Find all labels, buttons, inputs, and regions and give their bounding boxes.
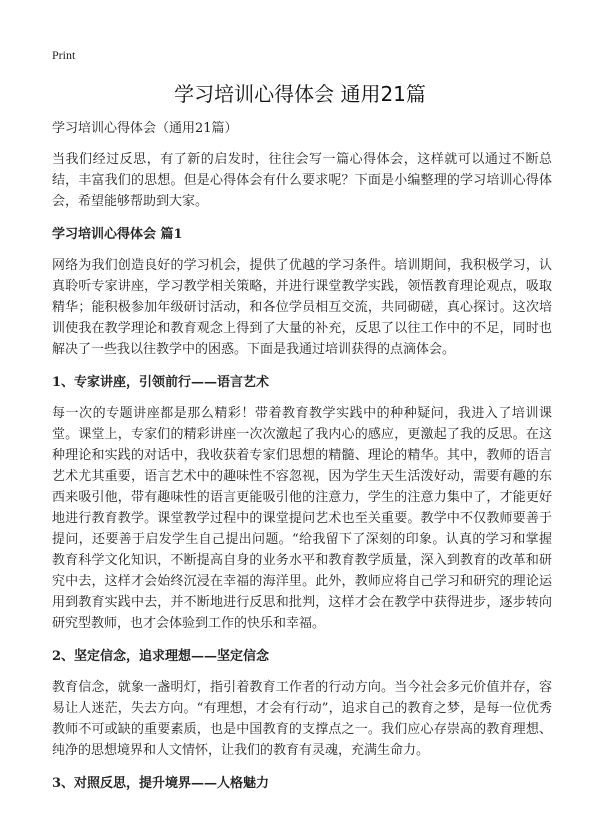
print-link[interactable]: Print xyxy=(52,48,76,62)
intro-paragraph: 当我们经过反思，有了新的启发时，往往会写一篇心得体会，这样就可以通过不断总结，丰富我们的思想。但是心得体会有什么要求呢？下面是小编整理的学习培训心得体会，希望能够帮助到大家。 xyxy=(52,152,552,209)
article-heading: 学习培训心得体会 篇1 xyxy=(52,227,183,242)
document-title: 学习培训心得体会 通用21篇 xyxy=(174,82,426,106)
section-heading-2: 2、坚定信念，追求理想——坚定信念 xyxy=(52,649,270,664)
section-body-2: 教育信念，就象一盏明灯，指引着教育工作者的行动方向。当今社会多元价值并存，容易让人迷茫，失去方向。“有理想，才会有行动”，追求自己的教育之梦，是每一位优秀教师不可或缺的重要素质，也是中国教育的支撑点之一。我们应心存崇高的教育理想、纯净的思想境界和人文情怀，让我们的教育有灵魂，充满生命力。 xyxy=(52,680,552,758)
article-intro-paragraph: 网络为我们创造良好的学习机会，提供了优越的学习条件。培训期间，我积极学习，认真聆听专家讲座，学习教学相关策略，并进行课堂教学实践，领悟教育理论观点，吸取精华；能积极参加年级研讨活动，和各位学员相互交流，共同砌磋，真心探讨。这次培训使我在教学理论和教育观念上得到了大量的补充，反思了以往工作中的不足，同时也解决了一些我以往教学中的困惑。下面是我通过培训获得的点滴体会。 xyxy=(52,258,552,357)
section-heading-1: 1、专家讲座，引领前行——语言艺术 xyxy=(52,375,270,390)
section-heading-3: 3、对照反思，提升境界——人格魅力 xyxy=(52,776,270,791)
document-content xyxy=(52,118,552,804)
document-subtitle: 学习培训心得体会（通用21篇） xyxy=(52,121,238,136)
section-body-1: 每一次的专题讲座都是那么精彩！带着教育教学实践中的种种疑问，我进入了培训课堂。课堂上，专家们的精彩讲座一次次激起了我内心的感应，更激起了我的反思。在这种理论和实践的对话中，我收获着专家们思想的精髓、理论的精华。其中，教师的语言艺术尤其重要，语言艺术中的趣味性不容忽视，因为学生天生活泼好动，需要有趣的东西来吸引他，带有趣味性的语言更能吸引他的注意力，学生的注意力集中了，才能更好地进行教育教学。课堂教学过程中的课堂提问艺术也至关重要。教学中不仅教师要善于提问，还要善于启发学生自己提出问题。“给我留下了深刻的印象。认真的学习和掌握教育科学文化知识，不断提高自身的业务水平和教育教学质量，深入到教育的改革和研究中去，这样才会始终沉浸在幸福的海洋里。此外，教师应将自己学习和研究的理论运用到教育实践中去，并不断地进行反思和批判，这样才会在教学中获得进步，逐步转向研究型教师，也才会体验到工作的快乐和幸福。 xyxy=(52,406,552,631)
